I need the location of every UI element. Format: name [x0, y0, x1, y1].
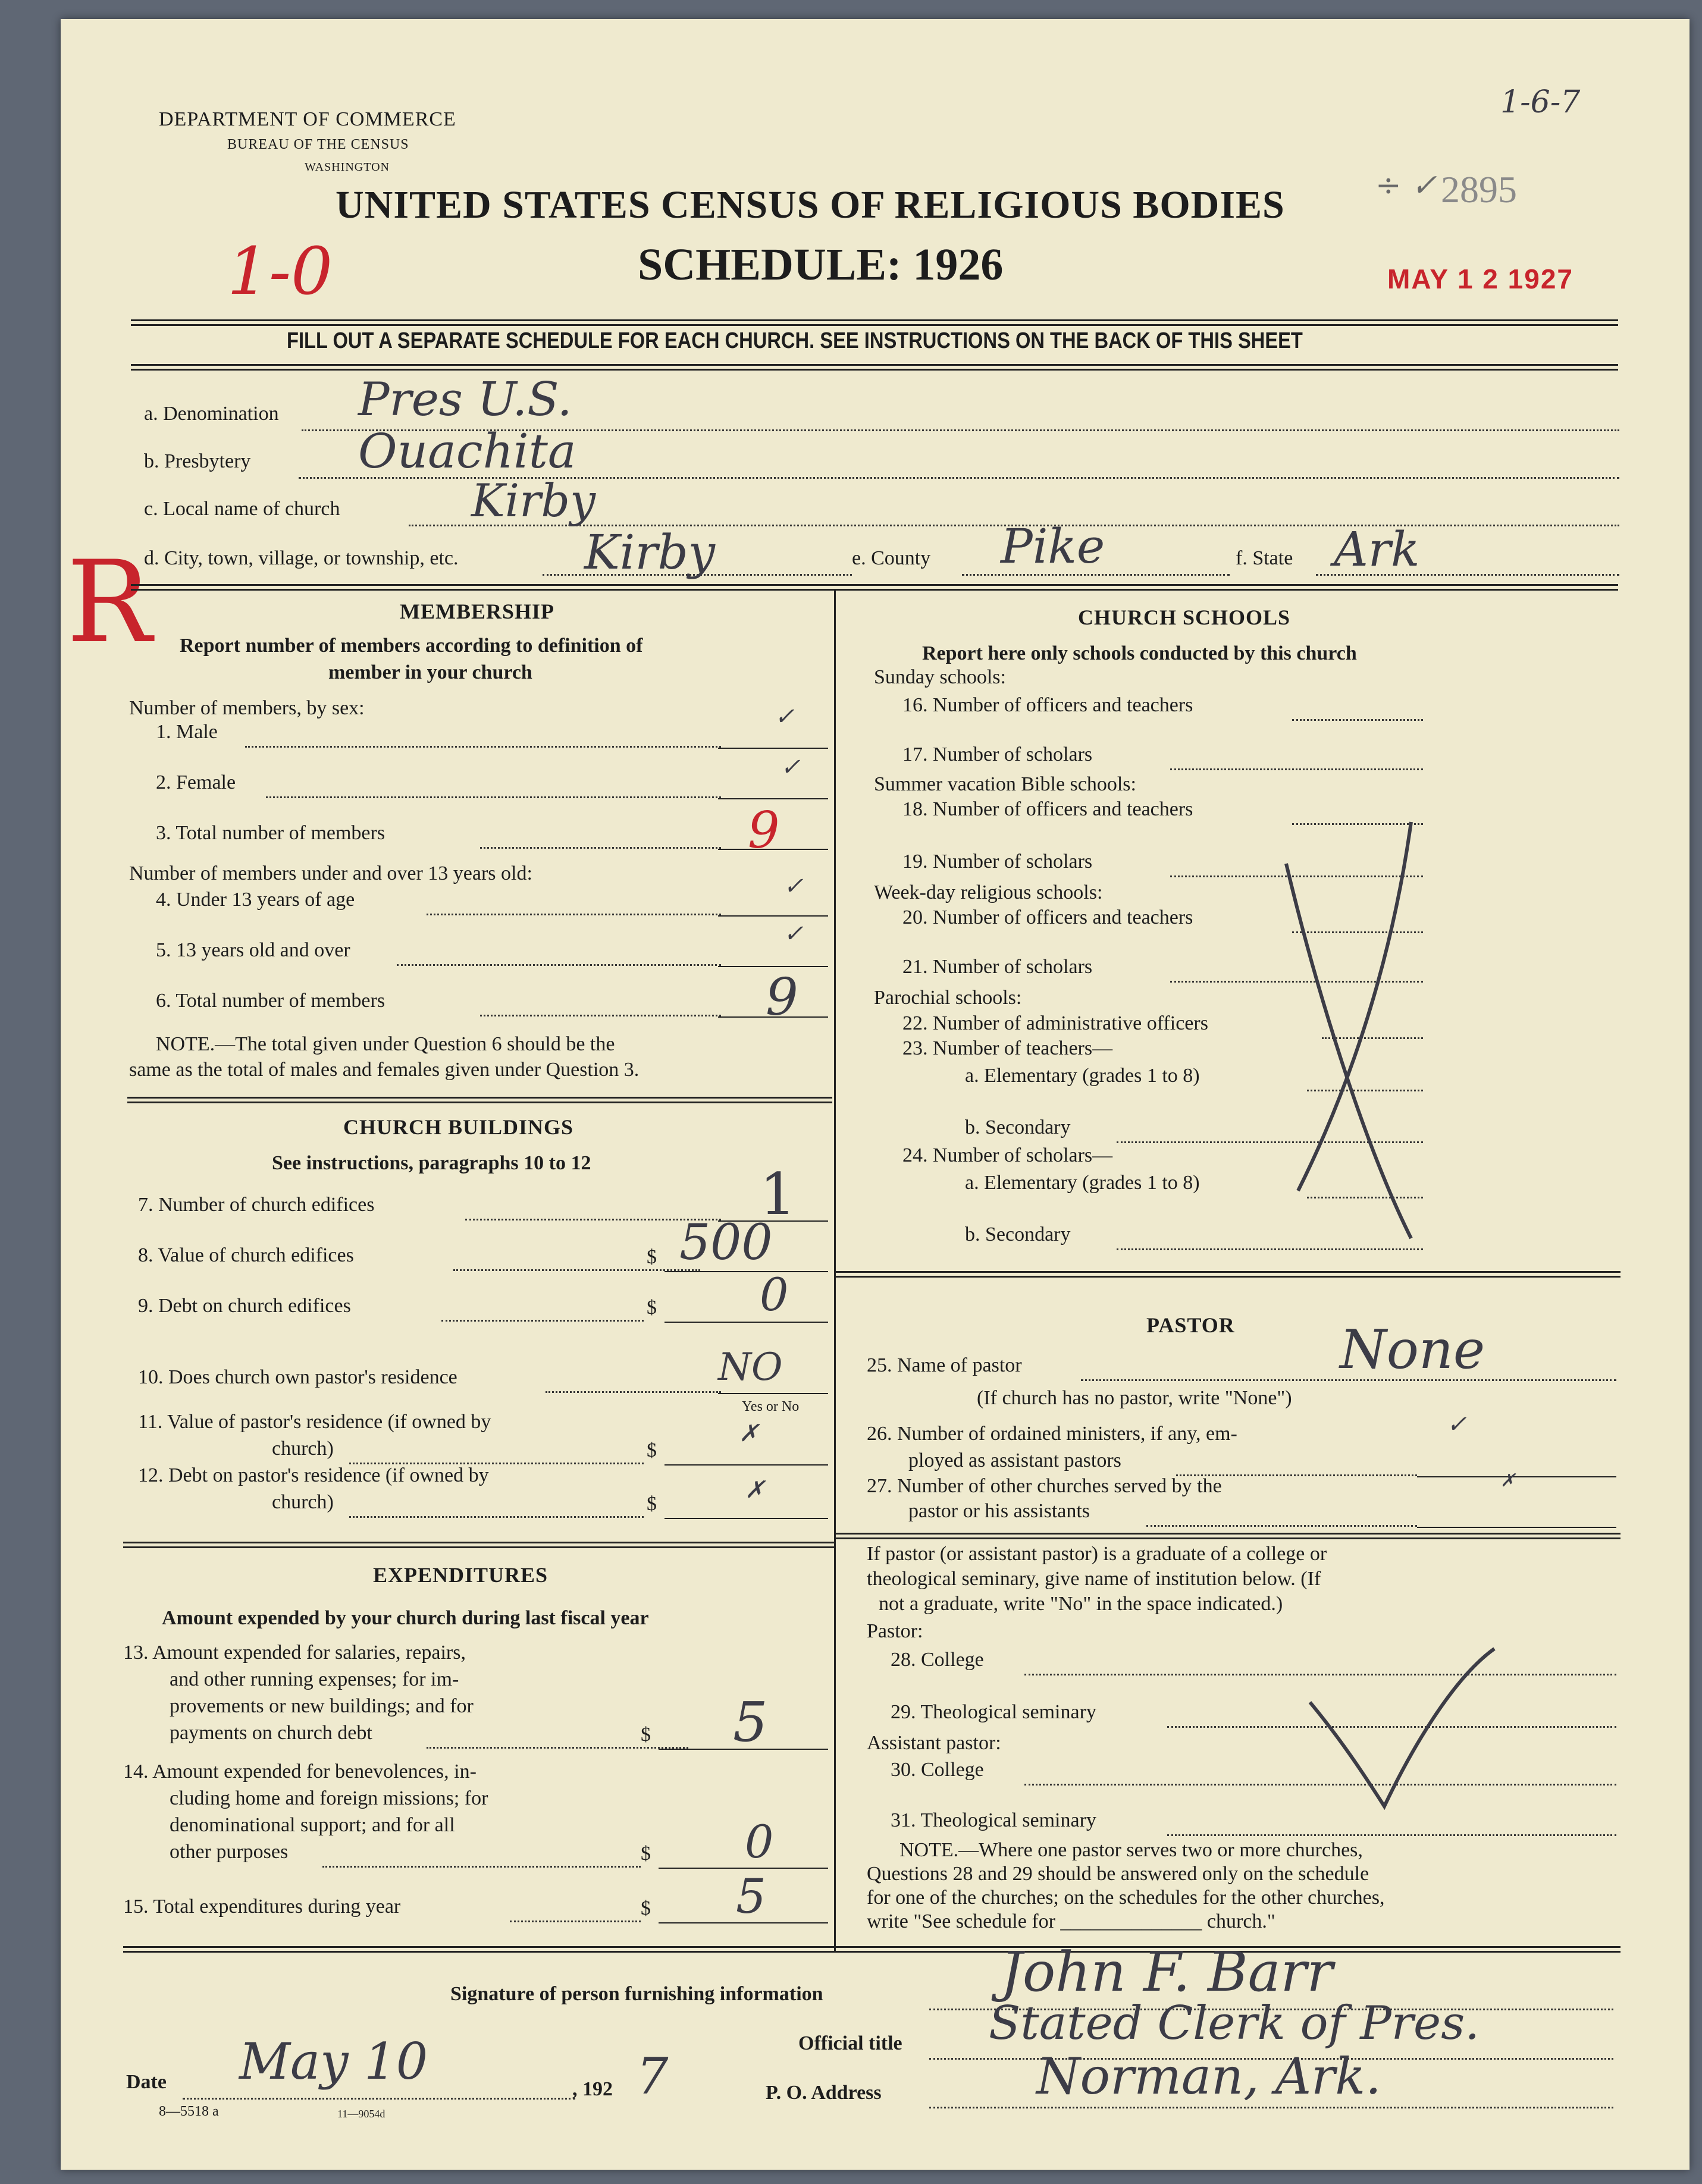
- q31-label: 31. Theological seminary: [891, 1809, 1096, 1831]
- q17-label: 17. Number of scholars: [902, 743, 1093, 765]
- year-value: 7: [637, 2047, 669, 2105]
- q12-label-line2: church): [272, 1491, 334, 1513]
- graduate-instruction-3: not a graduate, write "No" in the space indicated.): [879, 1593, 1283, 1615]
- expenditures-heading: EXPENDITURES: [373, 1563, 548, 1587]
- state-label: f. State: [1236, 547, 1293, 569]
- weekday-schools-label: Week-day religious schools:: [874, 881, 1103, 903]
- q16-label: 16. Number of officers and teachers: [902, 694, 1193, 716]
- q23b-label: b. Secondary: [965, 1116, 1071, 1138]
- official-title-label: Official title: [798, 2032, 902, 2054]
- pastor-note-2: Questions 28 and 29 should be answered only on the schedule: [867, 1863, 1369, 1885]
- q22-label: 22. Number of administrative officers: [902, 1012, 1208, 1034]
- q11-value: ✗: [739, 1420, 759, 1447]
- q5-over-13-value: ✓: [783, 920, 804, 947]
- form-number: 8—5518 a: [159, 2104, 219, 2119]
- local-church-name-value: Kirby: [471, 474, 595, 527]
- bureau-city: WASHINGTON: [305, 161, 390, 174]
- q7-edifices-label: 7. Number of church edifices: [138, 1194, 375, 1216]
- pastor-note-3: for one of the churches; on the schedules for the other churches,: [867, 1887, 1385, 1909]
- state-value: Ark: [1334, 522, 1420, 577]
- q16-line: [1292, 719, 1423, 721]
- year-prefix: , 192: [572, 2078, 613, 2100]
- q14-label-line4: other purposes: [170, 1841, 289, 1863]
- bureau-name: BUREAU OF THE CENSUS: [227, 137, 409, 152]
- q13-dollar: $: [641, 1724, 651, 1746]
- pastor-education-check-mark: [1304, 1637, 1500, 1815]
- q20-label: 20. Number of officers and teachers: [902, 906, 1193, 928]
- q14-label-line3: denominational support; and for all: [170, 1814, 455, 1836]
- q12-answer-rule: [664, 1518, 828, 1519]
- q3-line: [480, 847, 721, 849]
- city-value: Kirby: [584, 525, 715, 580]
- q13-label-line2: and other running expenses; for im-: [170, 1668, 459, 1690]
- buildings-bottom-rule: [123, 1542, 834, 1548]
- identification-bottom-rule: [131, 584, 1618, 591]
- q9-debt-value: 0: [760, 1268, 789, 1321]
- po-address-label: P. O. Address: [766, 2082, 882, 2104]
- yes-no-caption: Yes or No: [742, 1399, 800, 1414]
- banner-bottom-rule: [131, 364, 1618, 371]
- q11-label-line1: 11. Value of pastor's residence (if owned by: [138, 1411, 491, 1433]
- q3-total-value: 9: [748, 801, 780, 859]
- q2-line: [266, 796, 721, 798]
- q13-line: [427, 1747, 688, 1749]
- q1-male-value: ✓: [775, 703, 795, 730]
- assistant-pastor-label: Assistant pastor:: [867, 1732, 1001, 1754]
- q12-dollar: $: [647, 1493, 657, 1515]
- local-church-name-label: c. Local name of church: [144, 498, 340, 520]
- q25-label: 25. Name of pastor: [867, 1354, 1022, 1376]
- q11-answer-rule: [664, 1464, 828, 1466]
- q2-female-label: 2. Female: [156, 771, 236, 793]
- q3-total-label: 3. Total number of members: [156, 822, 385, 844]
- date-line: [183, 2098, 575, 2100]
- q15-total-label: 15. Total expenditures during year: [123, 1896, 401, 1918]
- q4-answer-rule: [718, 915, 828, 917]
- q4-under-13-label: 4. Under 13 years of age: [156, 889, 355, 911]
- q31-line: [1167, 1834, 1616, 1836]
- q9-line: [441, 1320, 644, 1322]
- q18-label: 18. Number of officers and teachers: [902, 798, 1193, 820]
- q13-label-line4: payments on church debt: [170, 1722, 372, 1744]
- q8-value-label: 8. Value of church edifices: [138, 1244, 354, 1266]
- q14-value: 0: [745, 1815, 774, 1868]
- q8-line: [453, 1269, 700, 1271]
- county-line: [962, 574, 1230, 576]
- q30-label: 30. College: [891, 1759, 984, 1781]
- q5-over-13-label: 5. 13 years old and over: [156, 939, 350, 961]
- census-schedule-sheet: [61, 19, 1690, 2170]
- q8-value-value: 500: [679, 1215, 773, 1271]
- q23a-label: a. Elementary (grades 1 to 8): [965, 1065, 1200, 1087]
- q25-value: None: [1340, 1319, 1485, 1381]
- q24a-label: a. Elementary (grades 1 to 8): [965, 1172, 1200, 1194]
- q6-line: [480, 1015, 721, 1016]
- print-number: 11—9054d: [337, 2108, 385, 2120]
- pastor-note-4: write "See schedule for ______________ church.": [867, 1910, 1275, 1932]
- banner-top-rule: [131, 319, 1618, 326]
- buildings-sub: See instructions, paragraphs 10 to 12: [272, 1152, 591, 1174]
- graduate-instruction-2: theological seminary, give name of institution below. (If: [867, 1568, 1321, 1590]
- q23-label: 23. Number of teachers—: [902, 1037, 1113, 1059]
- summer-schools-label: Summer vacation Bible schools:: [874, 773, 1136, 795]
- q27-value: ✗: [1500, 1470, 1516, 1491]
- q15-value: 5: [736, 1869, 766, 1924]
- q27-line: [1146, 1525, 1417, 1527]
- q12-label-line1: 12. Debt on pastor's residence (if owned by: [138, 1464, 489, 1486]
- sunday-schools-label: Sunday schools:: [874, 666, 1006, 688]
- q11-label-line2: church): [272, 1438, 334, 1460]
- q4-line: [427, 914, 721, 915]
- pastor-sub-label: Pastor:: [867, 1620, 923, 1642]
- q9-answer-rule: [664, 1322, 828, 1323]
- schools-sub: Report here only schools conducted by this church: [922, 642, 1357, 664]
- schools-heading: CHURCH SCHOOLS: [1078, 605, 1291, 629]
- q19-label: 19. Number of scholars: [902, 851, 1093, 873]
- date-label: Date: [126, 2071, 167, 2093]
- q12-value: ✗: [745, 1476, 765, 1504]
- q27-label-line1: 27. Number of other churches served by the: [867, 1475, 1222, 1497]
- buildings-heading: CHURCH BUILDINGS: [343, 1115, 574, 1139]
- q15-line: [510, 1921, 641, 1922]
- q6-total-label: 6. Total number of members: [156, 990, 385, 1012]
- q4-under-13-value: ✓: [783, 873, 804, 900]
- membership-note-2: same as the total of males and females given under Question 3.: [129, 1059, 640, 1081]
- q26-label-line2: ployed as assistant pastors: [908, 1449, 1121, 1471]
- q12-line: [349, 1516, 644, 1518]
- q26-answer-rule: [1417, 1476, 1616, 1477]
- q9-debt-label: 9. Debt on church edifices: [138, 1295, 351, 1317]
- q13-label-line1: 13. Amount expended for salaries, repairs,: [123, 1642, 466, 1664]
- q10-line: [546, 1391, 721, 1393]
- date-value: May 10: [239, 2032, 428, 2091]
- q26-value: ✓: [1447, 1411, 1467, 1438]
- po-address-value: Norman, Ark.: [1036, 2047, 1381, 2105]
- q13-value: 5: [733, 1690, 768, 1754]
- q14-label-line2: cluding home and foreign missions; for: [170, 1787, 488, 1809]
- q5-answer-rule: [718, 966, 828, 967]
- q27-answer-rule: [1417, 1527, 1616, 1528]
- q25-note: (If church has no pastor, write "None"): [977, 1387, 1292, 1409]
- q26-label-line1: 26. Number of ordained ministers, if any, em-: [867, 1423, 1237, 1445]
- denomination-value: Pres U.S.: [358, 373, 572, 426]
- denomination-label: a. Denomination: [144, 403, 279, 425]
- q10-residence-label: 10. Does church own pastor's residence: [138, 1366, 457, 1388]
- members-by-age-label: Number of members under and over 13 years old:: [129, 862, 532, 884]
- q29-label: 29. Theological seminary: [891, 1701, 1096, 1723]
- q10-residence-value: NO: [718, 1345, 783, 1389]
- file-mark: ÷ ✓: [1375, 168, 1437, 203]
- pastor-note-1: NOTE.—Where one pastor serves two or more churches,: [899, 1839, 1363, 1861]
- file-number: 2895: [1441, 168, 1517, 211]
- county-value: Pike: [1001, 519, 1105, 574]
- red-letter-mark: R: [67, 536, 152, 668]
- q14-label-line1: 14. Amount expended for benevolences, in-: [123, 1761, 477, 1783]
- q2-answer-rule: [718, 798, 828, 799]
- received-date-stamp: MAY 1 2 1927: [1387, 263, 1574, 294]
- q24-label: 24. Number of scholars—: [902, 1144, 1113, 1166]
- q11-dollar: $: [647, 1439, 657, 1461]
- q24b-label: b. Secondary: [965, 1223, 1071, 1245]
- membership-note-1: NOTE.—The total given under Question 6 should be the: [156, 1033, 615, 1055]
- form-title: UNITED STATES CENSUS OF RELIGIOUS BODIES: [336, 183, 1285, 227]
- members-by-sex-label: Number of members, by sex:: [129, 697, 365, 719]
- membership-heading: MEMBERSHIP: [400, 600, 555, 623]
- red-annotation: 1-0: [227, 233, 333, 309]
- po-address-line: [929, 2107, 1613, 2108]
- q2-female-value: ✓: [781, 754, 801, 781]
- parochial-schools-label: Parochial schools:: [874, 987, 1022, 1009]
- q14-dollar: $: [641, 1843, 651, 1865]
- schools-bottom-rule: [835, 1271, 1620, 1278]
- q15-dollar: $: [641, 1897, 651, 1919]
- q6-total-value: 9: [766, 968, 798, 1027]
- q17-line: [1170, 768, 1423, 770]
- membership-bottom-rule: [127, 1097, 832, 1103]
- graduate-instruction-1: If pastor (or assistant pastor) is a graduate of a college or: [867, 1543, 1327, 1565]
- corner-note: 1-6-7: [1500, 84, 1581, 120]
- pastor-rule: [835, 1533, 1620, 1539]
- main-bottom-rule: [123, 1946, 1620, 1953]
- q27-label-line2: pastor or his assistants: [908, 1500, 1090, 1522]
- official-title-value: Stated Clerk of Pres.: [989, 1997, 1480, 2050]
- membership-sub-1: Report number of members according to definition of: [180, 635, 643, 657]
- pastor-heading: PASTOR: [1146, 1313, 1235, 1337]
- signature-label: Signature of person furnishing information: [450, 1983, 823, 2005]
- schedule-year: SCHEDULE: 1926: [638, 240, 1004, 290]
- schools-cross-out-mark: [1274, 810, 1435, 1256]
- q10-answer-rule: [718, 1393, 828, 1394]
- q8-dollar: $: [647, 1246, 657, 1268]
- q9-dollar: $: [647, 1297, 657, 1319]
- signature-value: John F. Barr: [1001, 1940, 1333, 2004]
- q28-label: 28. College: [891, 1649, 984, 1671]
- q13-label-line3: provements or new buildings; and for: [170, 1695, 474, 1717]
- presbytery-value: Ouachita: [358, 423, 576, 479]
- membership-sub-2: member in your church: [328, 661, 532, 683]
- q14-line: [322, 1866, 641, 1868]
- department-name: DEPARTMENT OF COMMERCE: [159, 108, 456, 130]
- q21-label: 21. Number of scholars: [902, 956, 1093, 978]
- presbytery-label: b. Presbytery: [144, 450, 251, 472]
- q1-line: [245, 746, 721, 748]
- q7-edifices-value: 1: [760, 1161, 797, 1228]
- q1-male-label: 1. Male: [156, 721, 218, 743]
- q5-line: [397, 964, 721, 966]
- q8-answer-rule: [664, 1271, 828, 1272]
- city-label: d. City, town, village, or township, etc.: [144, 547, 459, 569]
- county-label: e. County: [852, 547, 931, 569]
- instruction-banner: FILL OUT A SEPARATE SCHEDULE FOR EACH CHURCH. SEE INSTRUCTIONS ON THE BACK OF THIS SHEET: [287, 328, 1303, 353]
- q1-answer-rule: [718, 748, 828, 749]
- expenditures-sub: Amount expended by your church during last fiscal year: [162, 1607, 649, 1629]
